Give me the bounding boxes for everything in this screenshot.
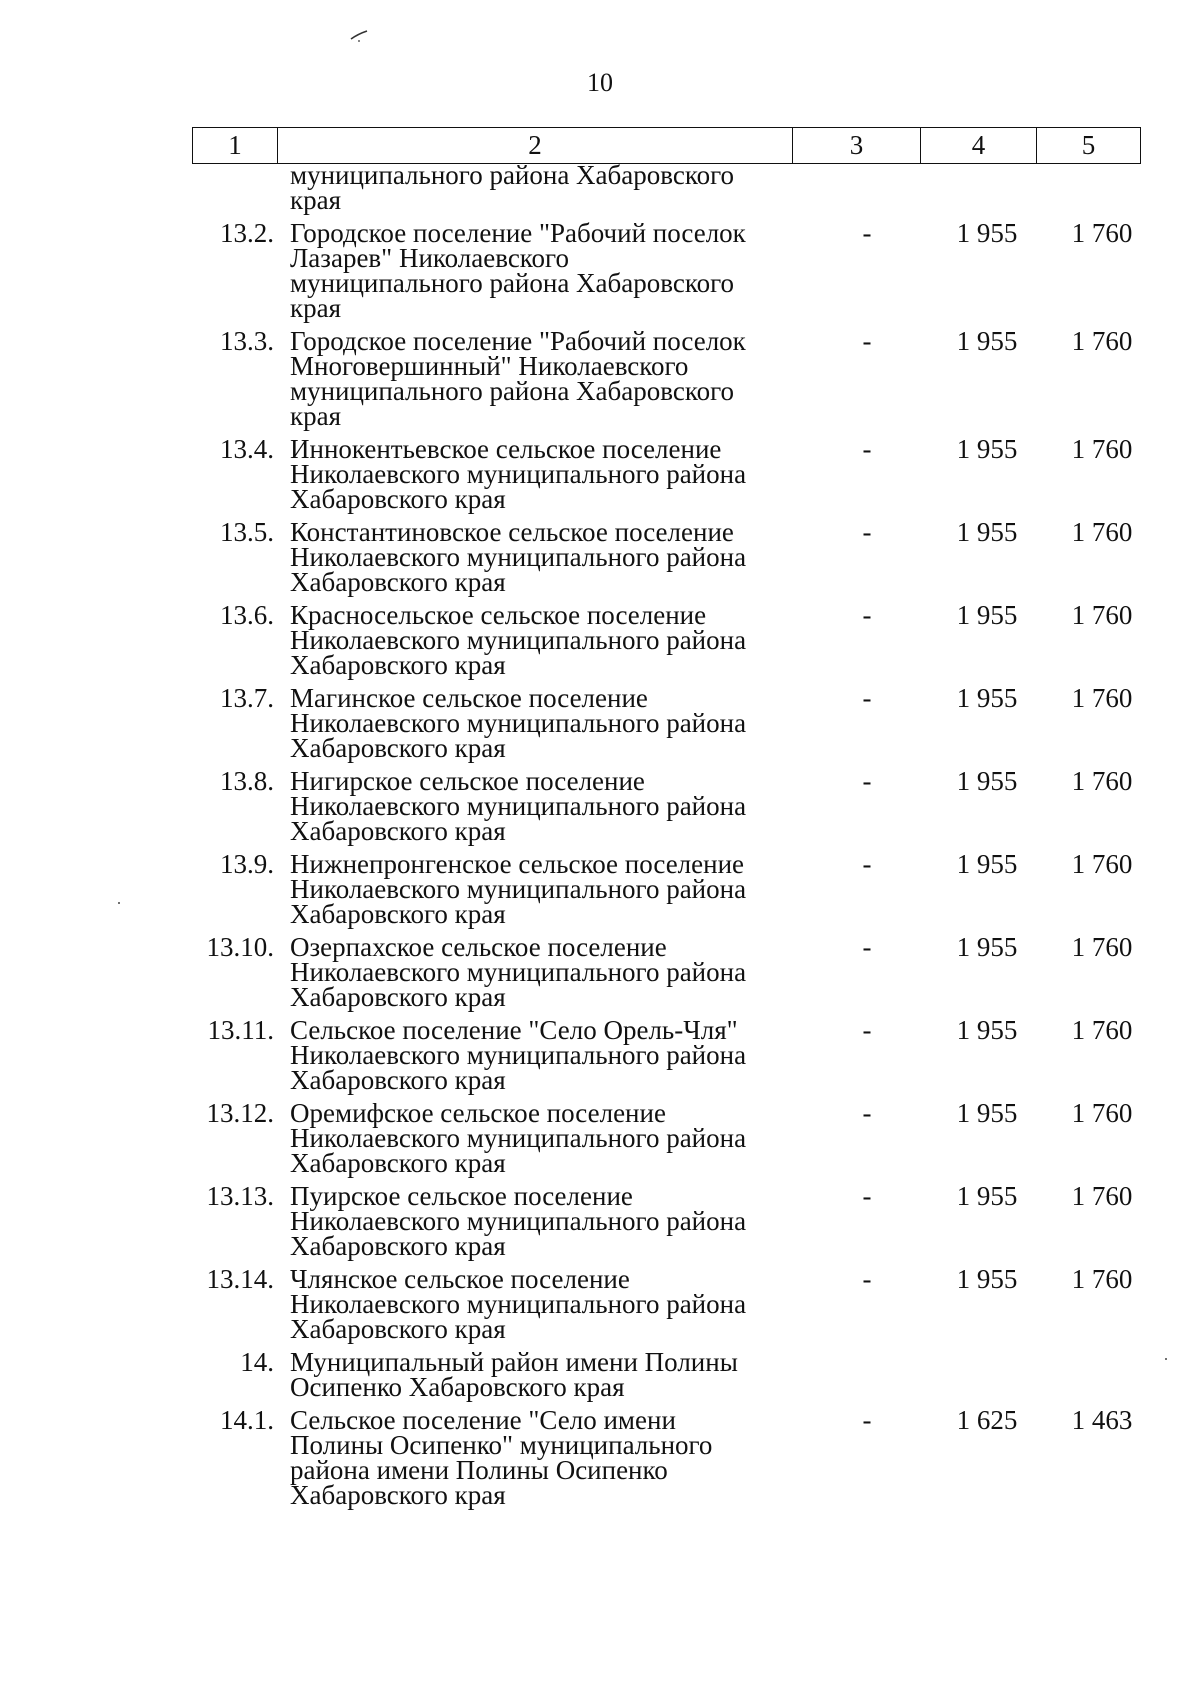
row-value-c5: 1 463 — [1071, 1405, 1133, 1435]
row-value-c3: - — [862, 1264, 872, 1294]
row-number: 13.2. — [220, 218, 274, 248]
row-value-c5: 1 760 — [1071, 600, 1133, 630]
row-value-c4: 1 955 — [956, 218, 1018, 248]
row-name-line: района имени Полины Осипенко — [290, 1455, 668, 1485]
row-name-line: Николаевского муниципального района — [290, 1040, 747, 1070]
row-value-c3: - — [862, 600, 872, 630]
row-value-c4: 1 955 — [956, 932, 1018, 962]
row-value-c3: - — [862, 326, 872, 356]
row-name-line: Сельское поселение "Село Орель-Чля" — [290, 1015, 738, 1045]
row-value-c5: 1 760 — [1071, 1264, 1133, 1294]
row-number: 13.7. — [220, 683, 274, 713]
row-name — [290, 1264, 790, 1344]
table-row — [192, 326, 1140, 431]
row-name-line: муниципального района Хабаровского — [290, 376, 734, 406]
row-name-line: Николаевского муниципального района — [290, 625, 747, 655]
header-col-4: 4 — [921, 128, 1037, 164]
row-value-c4: 1 955 — [956, 683, 1018, 713]
row-name-line: Хабаровского края — [290, 484, 506, 514]
row-name — [290, 932, 790, 1012]
row-name-line: Хабаровского края — [290, 899, 506, 929]
row-name-line: Хабаровского края — [290, 567, 506, 597]
header-col-3: 3 — [793, 128, 921, 164]
table-row — [192, 1181, 1140, 1261]
row-name-line: Николаевского муниципального района — [290, 542, 747, 572]
row-name-line: Муниципальный район имени Полины — [290, 1347, 738, 1377]
row-name-line: Николаевского муниципального района — [290, 708, 747, 738]
row-value-c4: 1 955 — [956, 1181, 1018, 1211]
row-name — [290, 683, 790, 763]
row-name — [290, 1181, 790, 1261]
row-name-line: края — [290, 401, 342, 431]
row-name-line: Нижнепронгенское сельское поселение — [290, 849, 745, 879]
row-name — [290, 849, 790, 929]
row-name — [290, 160, 790, 215]
row-number: 14.1. — [220, 1405, 274, 1435]
row-name — [290, 434, 790, 514]
row-value-c4: 1 955 — [956, 849, 1018, 879]
row-value-c3: - — [862, 1015, 872, 1045]
row-value-c4: 1 955 — [956, 326, 1018, 356]
row-value-c3: - — [862, 517, 872, 547]
table-row — [192, 849, 1140, 929]
row-value-c5: 1 760 — [1071, 849, 1133, 879]
row-number: 13.3. — [220, 326, 274, 356]
row-name-line: муниципального района Хабаровского — [290, 160, 734, 190]
table-row — [192, 1405, 1140, 1510]
row-number: 13.12. — [206, 1098, 274, 1128]
table-header — [192, 127, 1141, 164]
row-name-line: края — [290, 293, 342, 323]
row-name-line: края — [290, 185, 342, 215]
row-value-c4: 1 955 — [956, 1015, 1018, 1045]
row-name-line: Городское поселение "Рабочий поселок — [290, 326, 746, 356]
row-name-line: Николаевского муниципального района — [290, 1206, 747, 1236]
row-name-line: муниципального района Хабаровского — [290, 268, 734, 298]
row-name-line: Константиновское сельское поселение — [290, 517, 734, 547]
row-name-line: Сельское поселение "Село имени — [290, 1405, 676, 1435]
header-col-5: 5 — [1037, 128, 1141, 164]
row-value-c3: - — [862, 932, 872, 962]
row-value-c3: - — [862, 683, 872, 713]
row-name-line: Магинское сельское поселение — [290, 683, 648, 713]
row-value-c3: - — [862, 218, 872, 248]
row-name-line: Хабаровского края — [290, 733, 506, 763]
table-row — [192, 683, 1140, 763]
row-name-line: Хабаровского края — [290, 1314, 506, 1344]
table-row — [192, 600, 1140, 680]
row-name-line: Николаевского муниципального района — [290, 459, 747, 489]
row-value-c5: 1 760 — [1071, 683, 1133, 713]
row-name-line: Озерпахское сельское поселение — [290, 932, 667, 962]
row-number: 13.9. — [220, 849, 274, 879]
row-value-c3: - — [862, 766, 872, 796]
row-name-line: Многовершинный" Николаевского — [290, 351, 689, 381]
row-value-c4: 1 625 — [956, 1405, 1018, 1435]
table-row — [192, 434, 1140, 514]
row-name-line: Хабаровского края — [290, 1231, 506, 1261]
row-value-c4: 1 955 — [956, 1098, 1018, 1128]
table-row — [192, 1015, 1140, 1095]
row-name-line: Оремифское сельское поселение — [290, 1098, 666, 1128]
row-name — [290, 1098, 790, 1178]
row-value-c5: 1 760 — [1071, 932, 1133, 962]
row-name-line: Городское поселение "Рабочий поселок — [290, 218, 746, 248]
row-name — [290, 1015, 790, 1095]
row-name-line: Члянское сельское поселение — [290, 1264, 630, 1294]
header-col-2: 2 — [278, 128, 793, 164]
row-name-line: Хабаровского края — [290, 1480, 506, 1510]
table-body — [192, 160, 1140, 1516]
row-number: 13.11. — [207, 1015, 274, 1045]
table-row — [192, 1347, 1140, 1402]
row-name — [290, 766, 790, 846]
row-name-line: Хабаровского края — [290, 982, 506, 1012]
row-number: 13.8. — [220, 766, 274, 796]
row-value-c3: - — [862, 1098, 872, 1128]
row-value-c3: - — [862, 849, 872, 879]
row-name — [290, 517, 790, 597]
row-name-line: Хабаровского края — [290, 1148, 506, 1178]
row-name — [290, 218, 790, 323]
table-row — [192, 1264, 1140, 1344]
table-row — [192, 517, 1140, 597]
row-value-c4: 1 955 — [956, 517, 1018, 547]
table-row — [192, 932, 1140, 1012]
row-number: 13.13. — [206, 1181, 274, 1211]
row-value-c4: 1 955 — [956, 600, 1018, 630]
row-number: 13.5. — [220, 517, 274, 547]
row-value-c5: 1 760 — [1071, 218, 1133, 248]
table-row — [192, 160, 1140, 215]
row-name-line: Иннокентьевское сельское поселение — [290, 434, 722, 464]
row-value-c4: 1 955 — [956, 766, 1018, 796]
row-name — [290, 1347, 790, 1402]
row-value-c5: 1 760 — [1071, 1098, 1133, 1128]
row-name-line: Пуирское сельское поселение — [290, 1181, 633, 1211]
row-value-c5: 1 760 — [1071, 434, 1133, 464]
row-name-line: Николаевского муниципального района — [290, 1289, 747, 1319]
table-row — [192, 1098, 1140, 1178]
row-name-line: Николаевского муниципального района — [290, 957, 747, 987]
row-number: 13.6. — [220, 600, 274, 630]
row-value-c5: 1 760 — [1071, 766, 1133, 796]
row-value-c3: - — [862, 434, 872, 464]
row-name-line: Лазарев" Николаевского — [290, 243, 569, 273]
row-name-line: Полины Осипенко" муниципального — [290, 1430, 713, 1460]
row-value-c5: 1 760 — [1071, 1015, 1133, 1045]
row-name-line: Николаевского муниципального района — [290, 1123, 747, 1153]
row-value-c5: 1 760 — [1071, 326, 1133, 356]
row-name — [290, 1405, 790, 1510]
table-row — [192, 218, 1140, 323]
header-col-1: 1 — [193, 128, 278, 164]
row-name-line: Хабаровского края — [290, 1065, 506, 1095]
scan-speck — [118, 902, 120, 904]
table-row — [192, 766, 1140, 846]
row-name-line: Хабаровского края — [290, 650, 506, 680]
row-value-c5: 1 760 — [1071, 1181, 1133, 1211]
row-value-c3: - — [862, 1181, 872, 1211]
row-name-line: Нигирское сельское поселение — [290, 766, 645, 796]
row-number: 14. — [240, 1347, 274, 1377]
row-name-line: Осипенко Хабаровского края — [290, 1372, 625, 1402]
row-value-c5: 1 760 — [1071, 517, 1133, 547]
row-value-c4: 1 955 — [956, 434, 1018, 464]
scan-speck — [1165, 1358, 1167, 1360]
row-name — [290, 600, 790, 680]
row-number: 13.14. — [206, 1264, 274, 1294]
row-name-line: Хабаровского края — [290, 816, 506, 846]
row-name — [290, 326, 790, 431]
row-number: 13.4. — [220, 434, 274, 464]
row-name-line: Николаевского муниципального района — [290, 874, 747, 904]
scan-mark-icon — [350, 30, 368, 42]
row-value-c4: 1 955 — [956, 1264, 1018, 1294]
row-value-c3: - — [862, 1405, 872, 1435]
row-name-line: Николаевского муниципального района — [290, 791, 747, 821]
page-number: 10 — [587, 68, 613, 97]
row-number: 13.10. — [206, 932, 274, 962]
row-name-line: Красносельское сельское поселение — [290, 600, 707, 630]
